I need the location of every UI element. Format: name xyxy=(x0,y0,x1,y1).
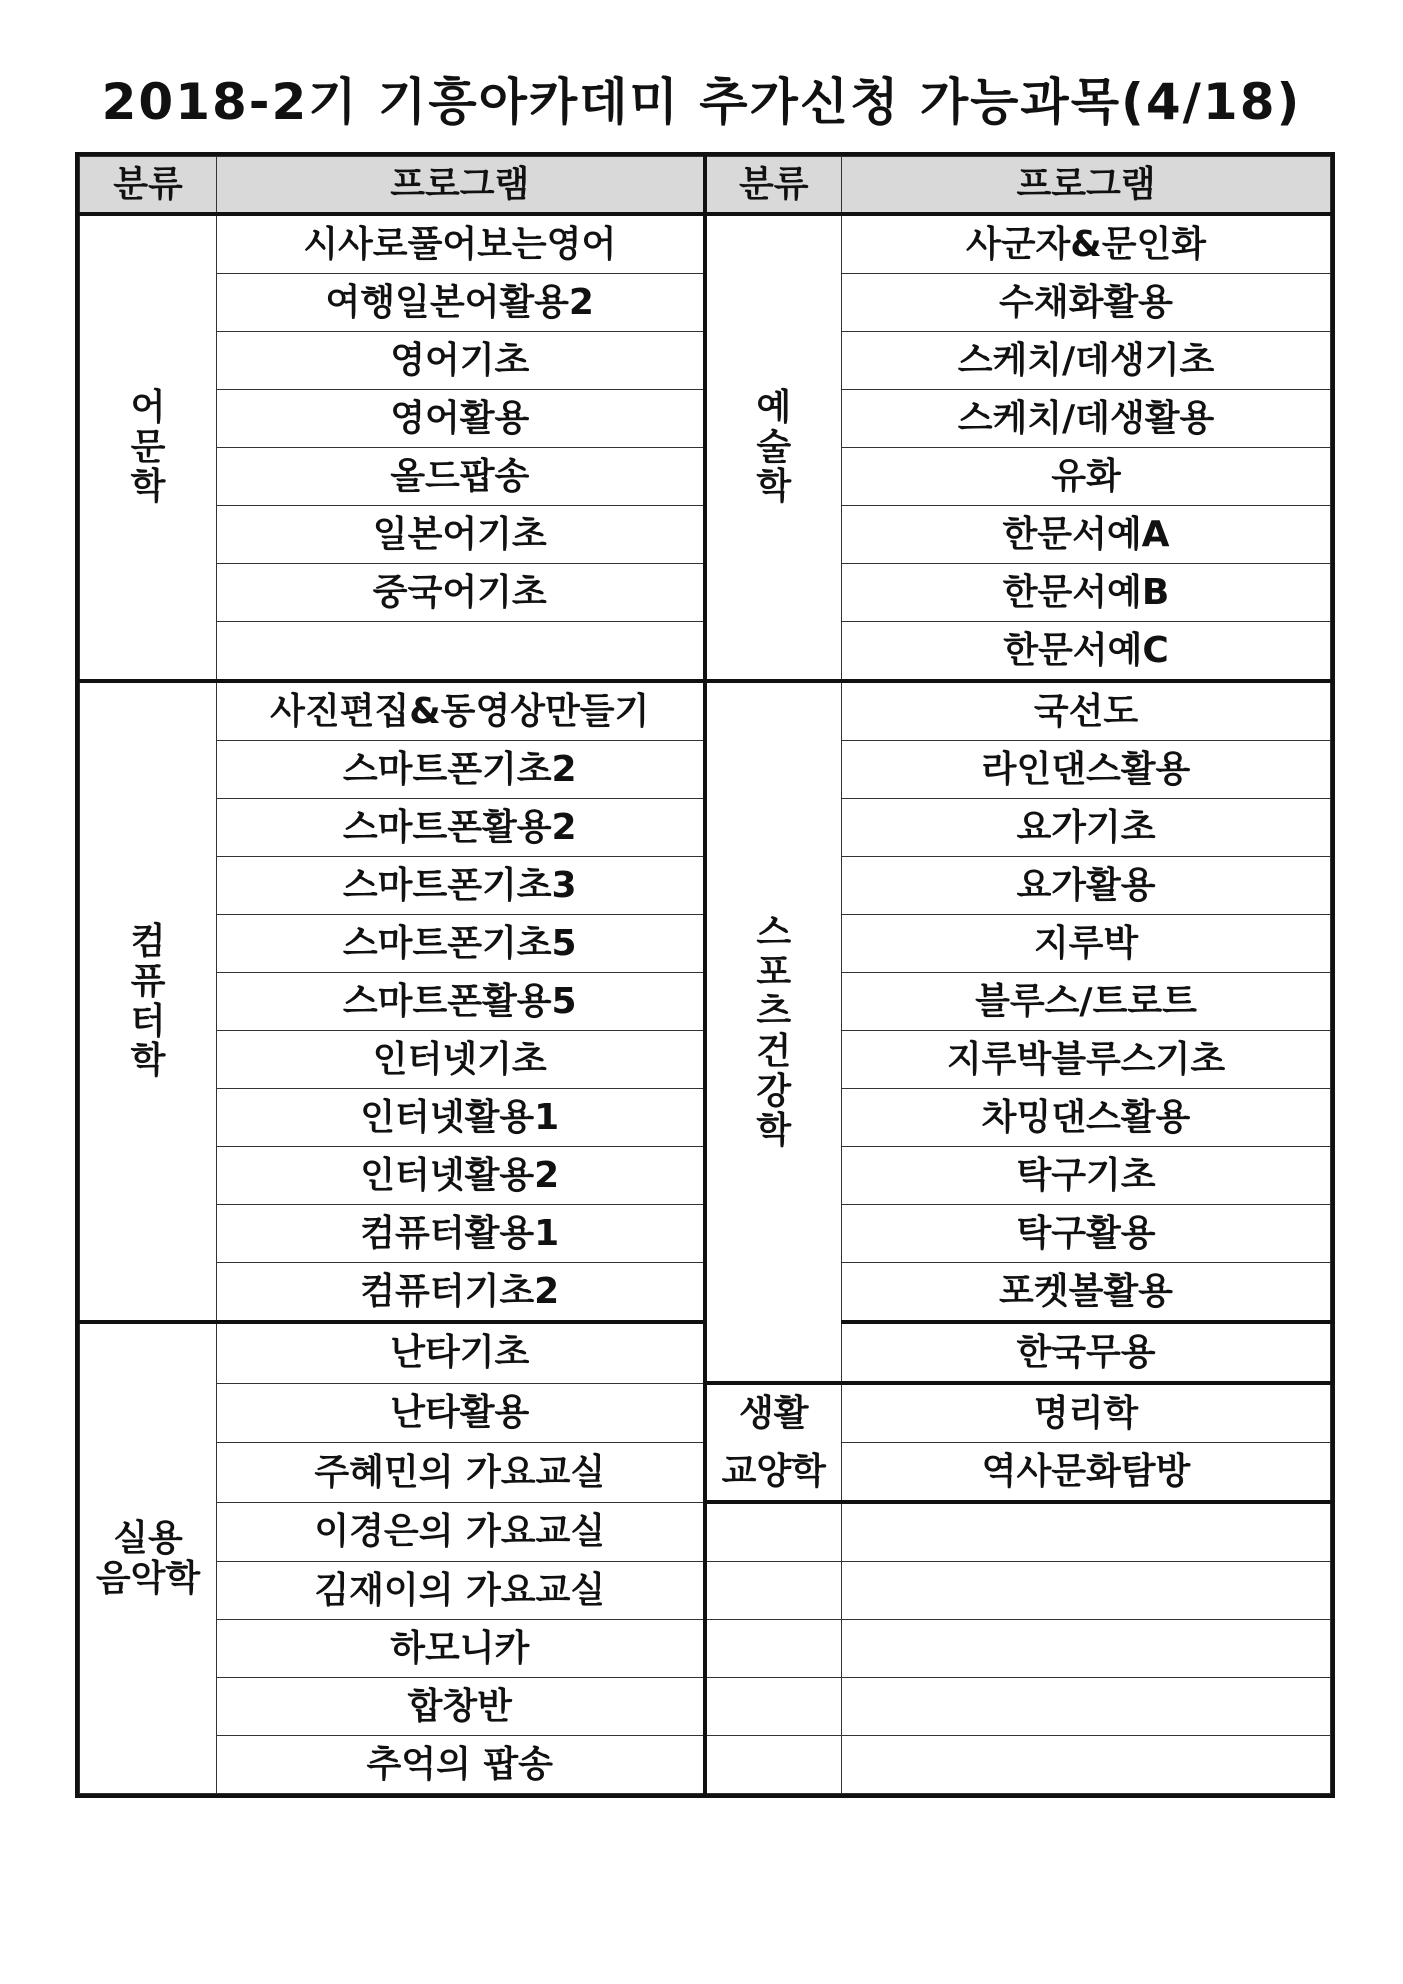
category-cell-right xyxy=(705,681,842,1383)
program-cell: 스케치/데생활용 xyxy=(842,390,1331,448)
program-cell: 블루스/트로트 xyxy=(842,973,1331,1031)
program-cell: 인터넷기초 xyxy=(217,1031,705,1089)
table-row xyxy=(80,1736,1331,1794)
program-cell: 국선도 xyxy=(842,681,1331,741)
program-cell: 한문서예A xyxy=(842,506,1331,564)
program-cell: 인터넷활용1 xyxy=(217,1089,705,1147)
program-cell: 역사문화탐방 xyxy=(842,1443,1331,1503)
category-label: 터 xyxy=(130,1000,166,1042)
program-cell: 주혜민의 가요교실 xyxy=(217,1443,705,1503)
program-cell xyxy=(217,622,705,682)
empty-cell xyxy=(705,1620,842,1678)
table-row xyxy=(80,1562,1331,1620)
program-cell: 사진편집&동영상만들기 xyxy=(217,681,705,741)
program-cell: 스마트폰기초2 xyxy=(217,741,705,799)
table-row xyxy=(80,214,1331,274)
category-label: 건 xyxy=(756,1031,792,1072)
program-cell: 한문서예B xyxy=(842,564,1331,622)
program-cell: 차밍댄스활용 xyxy=(842,1089,1331,1147)
category-label: 스 xyxy=(756,912,792,954)
program-cell: 난타활용 xyxy=(217,1383,705,1443)
program-cell: 컴퓨터기초2 xyxy=(217,1263,705,1323)
category-label: 생활 xyxy=(738,1393,809,1434)
category-label: 학 xyxy=(130,1040,166,1082)
page-title: 2018-2기 기흥아카데미 추가신청 가능과목(4/18) xyxy=(101,73,1302,131)
category-label: 음악학 xyxy=(95,1557,201,1599)
program-cell: 여행일본어활용2 xyxy=(217,274,705,332)
category-label: 학 xyxy=(756,1110,792,1152)
category-label: 실용 xyxy=(113,1518,183,1559)
program-cell: 스마트폰활용5 xyxy=(217,973,705,1031)
empty-cell xyxy=(705,1678,842,1736)
category-cell-left xyxy=(80,1322,217,1794)
table-row xyxy=(80,681,1331,741)
program-cell: 포켓볼활용 xyxy=(842,1263,1331,1323)
header-program-left: 프로그램 xyxy=(217,157,705,215)
empty-cell xyxy=(842,1678,1331,1736)
category-label: 학 xyxy=(130,466,166,508)
program-cell: 합창반 xyxy=(217,1678,705,1736)
program-cell: 탁구활용 xyxy=(842,1205,1331,1263)
program-cell: 김재이의 가요교실 xyxy=(217,1562,705,1620)
program-cell: 지루박 xyxy=(842,915,1331,973)
program-cell: 스마트폰활용2 xyxy=(217,799,705,857)
category-cell-right xyxy=(705,1383,842,1502)
category-cell-right xyxy=(705,214,842,681)
program-cell: 영어활용 xyxy=(217,390,705,448)
header-program-right: 프로그램 xyxy=(842,157,1331,215)
program-cell: 라인댄스활용 xyxy=(842,741,1331,799)
program-cell: 컴퓨터활용1 xyxy=(217,1205,705,1263)
program-cell: 스마트폰기초5 xyxy=(217,915,705,973)
program-cell: 요가활용 xyxy=(842,857,1331,915)
category-label: 학 xyxy=(756,466,792,508)
program-cell: 스케치/데생기초 xyxy=(842,332,1331,390)
category-label: 포 xyxy=(756,951,792,993)
category-cell-left xyxy=(80,681,217,1322)
header-category-left: 분류 xyxy=(80,157,217,215)
category-label: 츠 xyxy=(756,991,792,1033)
program-cell: 탁구기초 xyxy=(842,1147,1331,1205)
empty-cell xyxy=(705,1562,842,1620)
category-label: 어 xyxy=(130,387,166,429)
program-cell: 유화 xyxy=(842,448,1331,506)
program-cell: 요가기초 xyxy=(842,799,1331,857)
program-cell: 한국무용 xyxy=(842,1322,1331,1383)
empty-cell xyxy=(705,1736,842,1794)
header-category-right: 분류 xyxy=(705,157,842,215)
program-cell: 추억의 팝송 xyxy=(217,1736,705,1794)
table-row xyxy=(80,1678,1331,1736)
program-cell: 일본어기초 xyxy=(217,506,705,564)
program-cell: 중국어기초 xyxy=(217,564,705,622)
category-label: 교양학 xyxy=(721,1450,826,1492)
table-row xyxy=(80,1383,1331,1443)
category-label: 예 xyxy=(756,387,792,429)
program-cell: 명리학 xyxy=(842,1383,1331,1443)
table-row xyxy=(80,1620,1331,1678)
program-cell: 인터넷활용2 xyxy=(217,1147,705,1205)
program-cell: 이경은의 가요교실 xyxy=(217,1502,705,1562)
program-cell: 지루박블루스기초 xyxy=(842,1031,1331,1089)
program-cell: 난타기초 xyxy=(217,1322,705,1383)
category-cell-left xyxy=(80,214,217,681)
program-cell: 하모니카 xyxy=(217,1620,705,1678)
table-row xyxy=(80,1502,1331,1562)
category-label: 컴 xyxy=(130,921,166,963)
empty-cell xyxy=(842,1620,1331,1678)
program-cell: 사군자&문인화 xyxy=(842,214,1331,274)
program-cell: 올드팝송 xyxy=(217,448,705,506)
category-label: 술 xyxy=(756,426,792,468)
empty-cell xyxy=(842,1562,1331,1620)
empty-cell xyxy=(705,1502,842,1562)
header-row xyxy=(80,157,1331,215)
program-cell: 영어기초 xyxy=(217,332,705,390)
course-table xyxy=(79,156,1331,1794)
program-cell: 한문서예C xyxy=(842,622,1331,682)
program-cell: 수채화활용 xyxy=(842,274,1331,332)
category-label: 강 xyxy=(756,1070,792,1112)
program-cell: 스마트폰기초3 xyxy=(217,857,705,915)
program-cell: 시사로풀어보는영어 xyxy=(217,214,705,274)
category-label: 문 xyxy=(130,426,166,468)
category-label: 퓨 xyxy=(130,960,166,1002)
empty-cell xyxy=(842,1736,1331,1794)
empty-cell xyxy=(842,1502,1331,1562)
